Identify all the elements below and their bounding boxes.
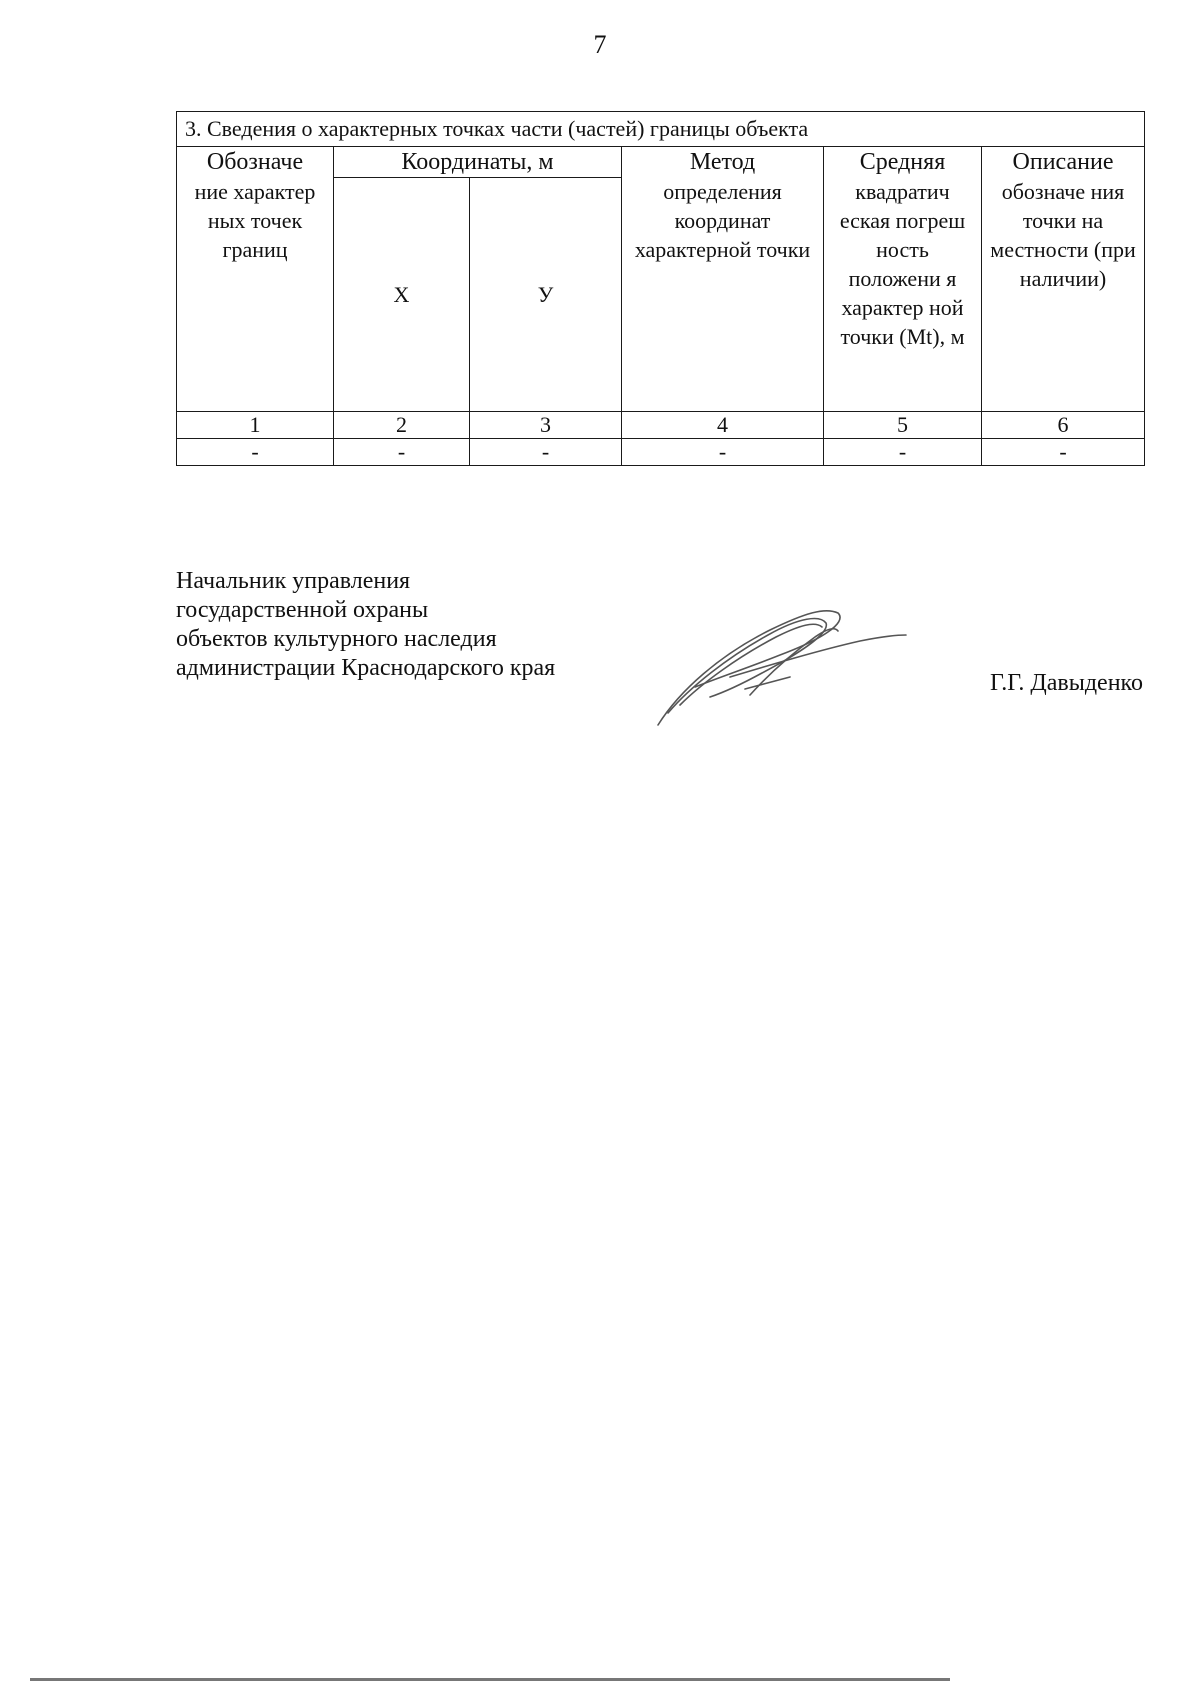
table-cell: - [982, 439, 1145, 466]
page-number: 7 [593, 30, 607, 59]
position-line: Начальник управления [176, 568, 411, 594]
signatory-name: Г.Г. Давыденко [990, 670, 1143, 696]
bottom-divider [30, 1678, 950, 1681]
column-number: 4 [622, 412, 824, 439]
position-line: объектов культурного наследия [176, 626, 497, 652]
table-cell: - [177, 439, 334, 466]
position-line: государственной охраны [176, 597, 429, 623]
header-method: Метод определения координат характерной точки [622, 147, 824, 412]
table-cell: - [470, 439, 622, 466]
column-number: 3 [470, 412, 622, 439]
boundary-points-table [176, 111, 1145, 466]
column-number: 2 [334, 412, 470, 439]
header-mean-error: Средняя квадратич еская погреш ность положени я характер ной точки (Mt), м [824, 147, 982, 412]
signatory-position [176, 567, 555, 683]
position-line: администрации Краснодарского края [176, 655, 556, 681]
header-coordinates: Координаты, м [334, 147, 622, 178]
header-y: У [470, 178, 622, 412]
table-cell: - [824, 439, 982, 466]
header-point-designation: Обозначе ние характер ных точек границ [177, 147, 334, 412]
column-numbers-row [177, 412, 1145, 439]
header-x: X [334, 178, 470, 412]
handwritten-signature [650, 595, 910, 735]
table-cell: - [622, 439, 824, 466]
header-description: Описание обозначе ния точки на местности (при наличии) [982, 147, 1145, 412]
column-number: 6 [982, 412, 1145, 439]
table-cell: - [334, 439, 470, 466]
column-number: 5 [824, 412, 982, 439]
table-row [177, 439, 1145, 466]
section-title: 3. Сведения о характерных точках части (частей) границы объекта [177, 112, 1145, 147]
column-number: 1 [177, 412, 334, 439]
